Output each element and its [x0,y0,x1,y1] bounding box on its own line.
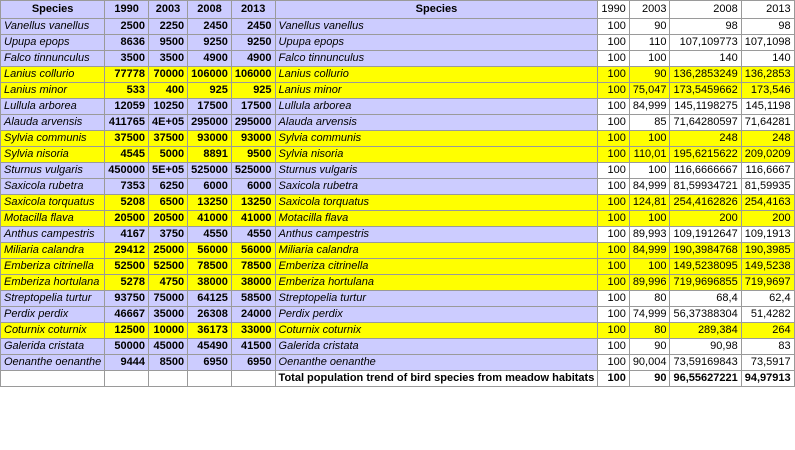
count-2013-cell[interactable]: 925 [231,83,275,99]
species-trend-cell[interactable]: Saxicola torquatus [275,195,598,211]
species-cell[interactable]: Oenanthe oenanthe [1,355,105,371]
species-trend-cell[interactable]: Falco tinnunculus [275,51,598,67]
count-2003-cell[interactable]: 8500 [148,355,187,371]
table-row [1,307,795,323]
count-2008-cell[interactable]: 106000 [188,67,232,83]
count-2008-cell[interactable]: 8891 [188,147,232,163]
count-1990-cell[interactable]: 37500 [105,131,149,147]
count-2013-cell[interactable]: 78500 [231,259,275,275]
count-2008-cell[interactable]: 38000 [188,275,232,291]
trend-2003-cell[interactable]: 84,999 [629,99,670,115]
count-2008-cell[interactable]: 925 [188,83,232,99]
trend-2013-cell[interactable]: 140 [741,51,794,67]
table-row [1,195,795,211]
count-1990-cell[interactable]: 5278 [105,275,149,291]
header-row [1,1,795,19]
trend-2013-cell[interactable]: 248 [741,131,794,147]
count-2013-cell[interactable]: 13250 [231,195,275,211]
species-cell[interactable]: Alauda arvensis [1,115,105,131]
trend-2008-cell[interactable]: 73,59169843 [670,355,741,371]
count-1990-cell[interactable]: 450000 [105,163,149,179]
species-cell[interactable]: Falco tinnunculus [1,51,105,67]
count-2013-cell[interactable]: 4900 [231,51,275,67]
trend-1990-cell[interactable]: 100 [598,211,629,227]
count-2003-cell[interactable]: 52500 [148,259,187,275]
trend-2003-cell[interactable]: 90 [629,19,670,35]
trend-2003-cell[interactable]: 84,999 [629,179,670,195]
trend-2013-cell[interactable]: 264 [741,323,794,339]
table-row [1,339,795,355]
count-2008-cell[interactable]: 41000 [188,211,232,227]
species-trend-cell[interactable]: Streptopelia turtur [275,291,598,307]
trend-2008-cell[interactable]: 90,98 [670,339,741,355]
trend-2013-cell[interactable]: 73,5917 [741,355,794,371]
trend-2008-cell[interactable]: 719,9696855 [670,275,741,291]
trend-1990-cell[interactable]: 100 [598,291,629,307]
species-trend-cell[interactable]: Sylvia nisoria [275,147,598,163]
count-2003-cell[interactable]: 5000 [148,147,187,163]
trend-2003-cell[interactable]: 80 [629,291,670,307]
total-2013-cell[interactable]: 94,97913 [741,371,794,387]
count-1990-cell[interactable]: 50000 [105,339,149,355]
header-cell-species-trend[interactable]: Species [275,1,598,19]
count-2013-cell[interactable]: 24000 [231,307,275,323]
header-cell-species[interactable]: Species [1,1,105,19]
header-cell-trend-2003[interactable]: 2003 [629,1,670,19]
count-1990-cell[interactable]: 5208 [105,195,149,211]
trend-2013-cell[interactable]: 145,1198 [741,99,794,115]
table-row [1,163,795,179]
trend-2003-cell[interactable]: 90 [629,339,670,355]
count-2008-cell[interactable]: 525000 [188,163,232,179]
trend-2003-cell[interactable]: 100 [629,51,670,67]
species-cell[interactable]: Miliaria calandra [1,243,105,259]
count-2003-cell[interactable]: 400 [148,83,187,99]
trend-2008-cell[interactable]: 116,6666667 [670,163,741,179]
trend-1990-cell[interactable]: 100 [598,35,629,51]
trend-2013-cell[interactable]: 51,4282 [741,307,794,323]
trend-2003-cell[interactable]: 100 [629,163,670,179]
count-2003-cell[interactable]: 45000 [148,339,187,355]
header-cell-trend-2008[interactable]: 2008 [670,1,741,19]
count-2013-cell[interactable]: 17500 [231,99,275,115]
trend-2013-cell[interactable]: 83 [741,339,794,355]
trend-2008-cell[interactable]: 200 [670,211,741,227]
trend-2008-cell[interactable]: 289,384 [670,323,741,339]
trend-1990-cell[interactable]: 100 [598,355,629,371]
species-trend-cell[interactable]: Motacilla flava [275,211,598,227]
table-row [1,323,795,339]
count-1990-cell[interactable]: 3500 [105,51,149,67]
trend-2013-cell[interactable]: 719,9697 [741,275,794,291]
trend-1990-cell[interactable]: 100 [598,51,629,67]
count-2003-cell[interactable]: 25000 [148,243,187,259]
trend-2008-cell[interactable]: 254,4162826 [670,195,741,211]
species-trend-cell[interactable]: Upupa epops [275,35,598,51]
table-row [1,83,795,99]
species-trend-cell[interactable]: Coturnix coturnix [275,323,598,339]
species-cell[interactable]: Perdix perdix [1,307,105,323]
trend-2013-cell[interactable]: 149,5238 [741,259,794,275]
table-row [1,291,795,307]
trend-2008-cell[interactable]: 140 [670,51,741,67]
trend-2003-cell[interactable]: 124,81 [629,195,670,211]
count-2013-cell[interactable]: 41500 [231,339,275,355]
species-trend-cell[interactable]: Oenanthe oenanthe [275,355,598,371]
count-2003-cell[interactable]: 5E+05 [148,163,187,179]
header-cell-2013[interactable]: 2013 [231,1,275,19]
count-1990-cell[interactable]: 20500 [105,211,149,227]
species-trend-cell[interactable]: Alauda arvensis [275,115,598,131]
trend-1990-cell[interactable]: 100 [598,179,629,195]
count-2008-cell[interactable]: 26308 [188,307,232,323]
table-row [1,211,795,227]
species-trend-cell[interactable]: Lanius collurio [275,67,598,83]
table-row [1,115,795,131]
count-2003-cell[interactable]: 70000 [148,67,187,83]
count-1990-cell[interactable]: 4167 [105,227,149,243]
trend-1990-cell[interactable]: 100 [598,163,629,179]
table-row [1,19,795,35]
count-2008-cell[interactable]: 78500 [188,259,232,275]
count-1990-cell[interactable]: 52500 [105,259,149,275]
table-row [1,51,795,67]
species-trend-cell[interactable]: Lullula arborea [275,99,598,115]
count-2013-cell[interactable]: 6000 [231,179,275,195]
count-2008-cell[interactable]: 45490 [188,339,232,355]
count-1990-cell[interactable]: 29412 [105,243,149,259]
trend-2013-cell[interactable]: 109,1913 [741,227,794,243]
table-row [1,35,795,51]
species-trend-cell[interactable]: Saxicola rubetra [275,179,598,195]
empty-cell[interactable] [231,371,275,387]
count-2013-cell[interactable]: 9250 [231,35,275,51]
trend-1990-cell[interactable]: 100 [598,323,629,339]
trend-2008-cell[interactable]: 173,5459662 [670,83,741,99]
count-2013-cell[interactable]: 58500 [231,291,275,307]
species-cell[interactable]: Saxicola rubetra [1,179,105,195]
count-1990-cell[interactable]: 2500 [105,19,149,35]
species-cell[interactable]: Vanellus vanellus [1,19,105,35]
count-2013-cell[interactable]: 93000 [231,131,275,147]
total-row [1,371,795,387]
count-2003-cell[interactable]: 10000 [148,323,187,339]
count-2003-cell[interactable]: 4E+05 [148,115,187,131]
species-cell[interactable]: Sylvia communis [1,131,105,147]
total-label-cell[interactable]: Total population trend of bird species from meadow habitats [275,371,598,387]
count-1990-cell[interactable]: 12059 [105,99,149,115]
trend-2008-cell[interactable]: 71,64280597 [670,115,741,131]
species-cell[interactable]: Streptopelia turtur [1,291,105,307]
empty-cell[interactable] [188,371,232,387]
trend-1990-cell[interactable]: 100 [598,115,629,131]
species-trend-cell[interactable]: Lanius minor [275,83,598,99]
trend-2008-cell[interactable]: 68,4 [670,291,741,307]
count-2008-cell[interactable]: 4900 [188,51,232,67]
trend-1990-cell[interactable]: 100 [598,19,629,35]
count-2008-cell[interactable]: 93000 [188,131,232,147]
count-2008-cell[interactable]: 6950 [188,355,232,371]
trend-2003-cell[interactable]: 80 [629,323,670,339]
count-2003-cell[interactable]: 6500 [148,195,187,211]
species-trend-cell[interactable]: Sturnus vulgaris [275,163,598,179]
trend-1990-cell[interactable]: 100 [598,307,629,323]
count-2008-cell[interactable]: 13250 [188,195,232,211]
species-cell[interactable]: Emberiza hortulana [1,275,105,291]
count-1990-cell[interactable]: 9444 [105,355,149,371]
species-cell[interactable]: Coturnix coturnix [1,323,105,339]
trend-2008-cell[interactable]: 145,1198275 [670,99,741,115]
trend-2003-cell[interactable]: 90 [629,67,670,83]
species-cell[interactable]: Emberiza citrinella [1,259,105,275]
trend-2003-cell[interactable]: 100 [629,259,670,275]
trend-1990-cell[interactable]: 100 [598,67,629,83]
trend-2003-cell[interactable]: 89,993 [629,227,670,243]
table-row [1,243,795,259]
count-2013-cell[interactable]: 56000 [231,243,275,259]
trend-2013-cell[interactable]: 107,1098 [741,35,794,51]
count-1990-cell[interactable]: 411765 [105,115,149,131]
count-2003-cell[interactable]: 3500 [148,51,187,67]
empty-cell[interactable] [148,371,187,387]
trend-1990-cell[interactable]: 100 [598,227,629,243]
trend-2008-cell[interactable]: 107,109773 [670,35,741,51]
total-2003-cell[interactable]: 90 [629,371,670,387]
count-1990-cell[interactable]: 46667 [105,307,149,323]
trend-2003-cell[interactable]: 100 [629,131,670,147]
trend-2003-cell[interactable]: 75,047 [629,83,670,99]
total-1990-cell[interactable]: 100 [598,371,629,387]
count-2003-cell[interactable]: 2250 [148,19,187,35]
count-2013-cell[interactable]: 106000 [231,67,275,83]
species-cell[interactable]: Motacilla flava [1,211,105,227]
count-2003-cell[interactable]: 4750 [148,275,187,291]
total-2008-cell[interactable]: 96,55627221 [670,371,741,387]
trend-2003-cell[interactable]: 100 [629,211,670,227]
count-2008-cell[interactable]: 6000 [188,179,232,195]
trend-2003-cell[interactable]: 84,999 [629,243,670,259]
count-2008-cell[interactable]: 2450 [188,19,232,35]
count-1990-cell[interactable]: 7353 [105,179,149,195]
count-2013-cell[interactable]: 38000 [231,275,275,291]
species-trend-cell[interactable]: Emberiza citrinella [275,259,598,275]
count-2013-cell[interactable]: 41000 [231,211,275,227]
trend-2008-cell[interactable]: 248 [670,131,741,147]
count-2003-cell[interactable]: 37500 [148,131,187,147]
trend-1990-cell[interactable]: 100 [598,339,629,355]
table-row [1,131,795,147]
table-row [1,259,795,275]
trend-2008-cell[interactable]: 195,6215622 [670,147,741,163]
trend-2013-cell[interactable]: 190,3985 [741,243,794,259]
species-cell[interactable]: Upupa epops [1,35,105,51]
count-1990-cell[interactable]: 533 [105,83,149,99]
species-cell[interactable]: Sylvia nisoria [1,147,105,163]
count-2008-cell[interactable]: 4550 [188,227,232,243]
trend-2003-cell[interactable]: 110,01 [629,147,670,163]
trend-2013-cell[interactable]: 209,0209 [741,147,794,163]
count-2008-cell[interactable]: 56000 [188,243,232,259]
trend-2013-cell[interactable]: 254,4163 [741,195,794,211]
count-2003-cell[interactable]: 10250 [148,99,187,115]
species-cell[interactable]: Galerida cristata [1,339,105,355]
trend-2003-cell[interactable]: 85 [629,115,670,131]
count-2008-cell[interactable]: 295000 [188,115,232,131]
species-trend-cell[interactable]: Miliaria calandra [275,243,598,259]
trend-2008-cell[interactable]: 98 [670,19,741,35]
table-row [1,227,795,243]
species-cell[interactable]: Sturnus vulgaris [1,163,105,179]
count-2003-cell[interactable]: 75000 [148,291,187,307]
trend-1990-cell[interactable]: 100 [598,147,629,163]
count-1990-cell[interactable]: 77778 [105,67,149,83]
count-2003-cell[interactable]: 3750 [148,227,187,243]
header-cell-trend-1990[interactable]: 1990 [598,1,629,19]
species-cell[interactable]: Lanius collurio [1,67,105,83]
count-2013-cell[interactable]: 33000 [231,323,275,339]
trend-1990-cell[interactable]: 100 [598,131,629,147]
species-trend-cell[interactable]: Perdix perdix [275,307,598,323]
empty-cell[interactable] [105,371,149,387]
count-1990-cell[interactable]: 4545 [105,147,149,163]
trend-2008-cell[interactable]: 81,59934721 [670,179,741,195]
count-1990-cell[interactable]: 8636 [105,35,149,51]
trend-2008-cell[interactable]: 190,3984768 [670,243,741,259]
table-row [1,179,795,195]
header-cell-2008[interactable]: 2008 [188,1,232,19]
species-trend-cell[interactable]: Galerida cristata [275,339,598,355]
trend-2008-cell[interactable]: 109,1912647 [670,227,741,243]
table-row [1,147,795,163]
trend-2013-cell[interactable]: 116,6667 [741,163,794,179]
species-cell[interactable]: Lanius minor [1,83,105,99]
header-cell-2003[interactable]: 2003 [148,1,187,19]
trend-2003-cell[interactable]: 89,996 [629,275,670,291]
trend-2013-cell[interactable]: 62,4 [741,291,794,307]
species-trend-cell[interactable]: Emberiza hortulana [275,275,598,291]
empty-cell[interactable] [1,371,105,387]
trend-1990-cell[interactable]: 100 [598,275,629,291]
count-2013-cell[interactable]: 9500 [231,147,275,163]
species-cell[interactable]: Anthus campestris [1,227,105,243]
count-2013-cell[interactable]: 2450 [231,19,275,35]
count-2013-cell[interactable]: 6950 [231,355,275,371]
header-cell-1990[interactable]: 1990 [105,1,149,19]
trend-1990-cell[interactable]: 100 [598,99,629,115]
trend-1990-cell[interactable]: 100 [598,243,629,259]
trend-2013-cell[interactable]: 98 [741,19,794,35]
table-row [1,67,795,83]
count-2008-cell[interactable]: 9250 [188,35,232,51]
trend-1990-cell[interactable]: 100 [598,259,629,275]
trend-2013-cell[interactable]: 81,59935 [741,179,794,195]
species-cell[interactable]: Saxicola torquatus [1,195,105,211]
count-2008-cell[interactable]: 64125 [188,291,232,307]
species-trend-cell[interactable]: Anthus campestris [275,227,598,243]
count-2003-cell[interactable]: 20500 [148,211,187,227]
count-2003-cell[interactable]: 9500 [148,35,187,51]
table-row [1,99,795,115]
count-2013-cell[interactable]: 525000 [231,163,275,179]
count-2008-cell[interactable]: 17500 [188,99,232,115]
trend-2003-cell[interactable]: 110 [629,35,670,51]
trend-2003-cell[interactable]: 74,999 [629,307,670,323]
count-1990-cell[interactable]: 93750 [105,291,149,307]
trend-2013-cell[interactable]: 173,546 [741,83,794,99]
trend-2008-cell[interactable]: 136,2853249 [670,67,741,83]
species-trend-cell[interactable]: Vanellus vanellus [275,19,598,35]
trend-2013-cell[interactable]: 200 [741,211,794,227]
header-cell-trend-2013[interactable]: 2013 [741,1,794,19]
count-2013-cell[interactable]: 295000 [231,115,275,131]
trend-2003-cell[interactable]: 90,004 [629,355,670,371]
count-2013-cell[interactable]: 4550 [231,227,275,243]
trend-1990-cell[interactable]: 100 [598,83,629,99]
count-2008-cell[interactable]: 36173 [188,323,232,339]
trend-1990-cell[interactable]: 100 [598,195,629,211]
trend-2013-cell[interactable]: 136,2853 [741,67,794,83]
species-cell[interactable]: Lullula arborea [1,99,105,115]
trend-2008-cell[interactable]: 149,5238095 [670,259,741,275]
trend-2008-cell[interactable]: 56,37388304 [670,307,741,323]
count-2003-cell[interactable]: 6250 [148,179,187,195]
species-trend-cell[interactable]: Sylvia communis [275,131,598,147]
count-1990-cell[interactable]: 12500 [105,323,149,339]
table-row [1,275,795,291]
count-2003-cell[interactable]: 35000 [148,307,187,323]
trend-2013-cell[interactable]: 71,64281 [741,115,794,131]
table-row [1,355,795,371]
